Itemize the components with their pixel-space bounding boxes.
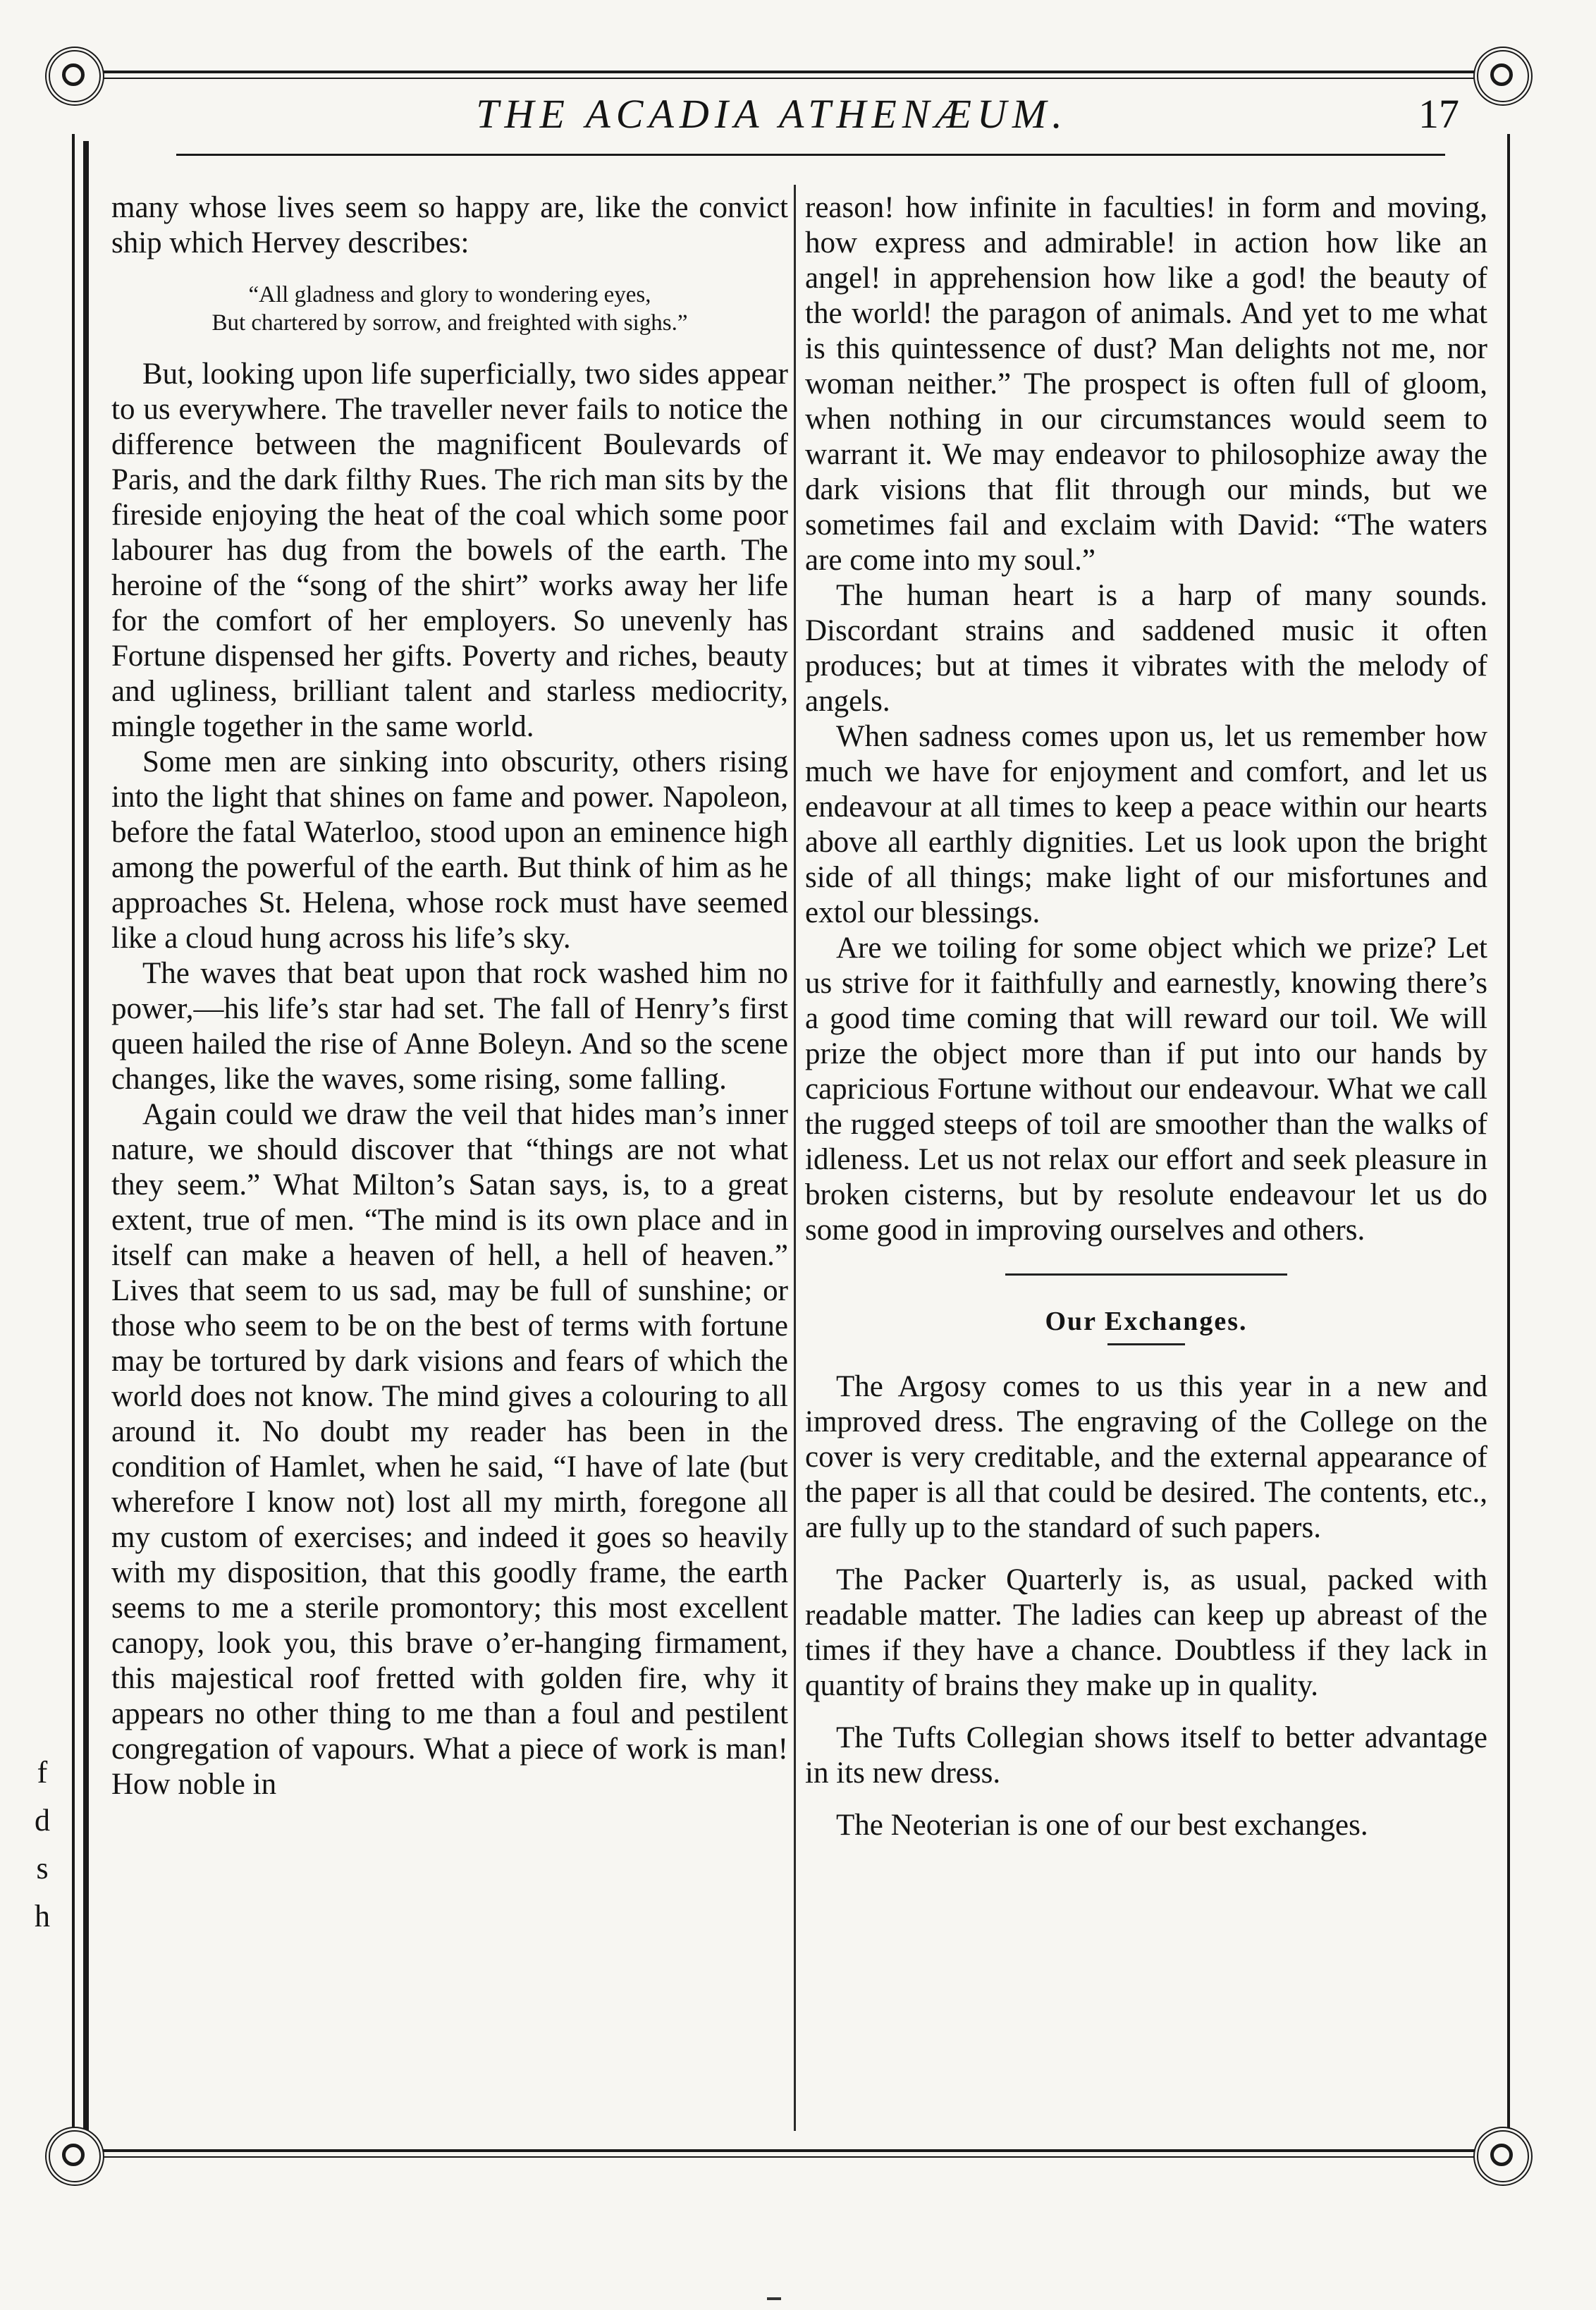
running-head: [85, 90, 1459, 140]
paragraph: many whose lives seem so happy are, like the convict ship which Hervey describes:: [111, 191, 788, 259]
corner-ornament-bottom-left: [45, 2127, 104, 2186]
paragraph: Some men are sinking into obscurity, others rising into the light that shines on fame and power. Napoleon, before the fatal Waterloo, stood upon an eminence high among the powerful of the earth. But think of him as he approaches St. Helena, whose rock must have seemed like a cloud hung across his life’s sky.: [111, 745, 788, 955]
header-underline: [176, 154, 1445, 156]
margin-letter: d: [35, 1803, 50, 1838]
margin-letter: h: [35, 1899, 50, 1933]
section-subrule: [1107, 1343, 1185, 1345]
corner-ornament-top-right: [1473, 47, 1533, 106]
verse-line: “All gladness and glory to wondering eyes,: [248, 282, 651, 307]
column-divider: [794, 185, 796, 2131]
verse-line: But chartered by sorrow, and freighted with sighs.”: [211, 310, 688, 336]
top-rule-inner: [85, 78, 1480, 79]
paragraph: The Argosy comes to us this year in a new and improved dress. The engraving of the College on the cover is very creditable, and the external appearance of the paper is all that could be desired. The contents, etc., are fully up to the standard of such papers.: [805, 1370, 1487, 1544]
paragraph: The Tufts Collegian shows itself to better advantage in its new dress.: [805, 1721, 1487, 1790]
paragraph: The Neoterian is one of our best exchanges.: [836, 1809, 1368, 1842]
left-border-thick: [83, 141, 89, 2158]
left-column: [111, 190, 788, 1802]
paragraph: Again could we draw the veil that hides man’s inner nature, we should discover that “things are not what they seem.” What Milton’s Satan says, is, to a great extent, true of men. “The mind is its own place and in itself can make a heaven of hell, a hell of heaven.” Lives that seem to us sad, may be full of sunshine; or those who seem to be on the best of terms with fortune may be tortured by dark visions and fears of which the world does not know. The mind gives a colouring to all around it. No doubt my reader has been in the condition of Hamlet, when he said, “I have of late (but wherefore I know not) lost all my mirth, foregone all my custom of exercises; and indeed it goes so heavily with my disposition, that this goodly frame, the earth seems to me a sterile promontory; this most excellent canopy, look you, this brave o’er-hanging firmament, this majestical roof fretted with golden fire, why it appears no other thing to me than a foul and pestilent congregation of vapours. What a piece of work is man! How noble in: [111, 1098, 788, 1801]
paragraph: reason! how infinite in faculties! in form and moving, how express and admirable! in action how like an angel! in apprehension how like a god! the beauty of the world! the paragon of animals. And yet to me what is this quintessence of dust? Man delights not me, nor woman neither.” The prospect is often full of gloom, when nothing in our circumstances would seem to warrant it. We may endeavor to philosophize away the dark visions that flit through our minds, but we sometimes fail and exclaim with David: “The waters are come into my soul.”: [805, 191, 1487, 577]
page-number: 17: [1418, 91, 1459, 137]
paragraph: The waves that beat upon that rock washed him no power,—his life’s star had set. The fall of Henry’s first queen hailed the rise of Anne Boleyn. And so the scene changes, like the waves, some rising, some falling.: [111, 957, 788, 1096]
paragraph: When sadness comes upon us, let us remember how much we have for enjoyment and comfort, and let us endeavour at all times to keep a peace within our hearts above all earthly dignities. Let us look upon the bright side of all things; make light of our misfortunes and extol our blessings.: [805, 720, 1487, 929]
margin-letter: s: [36, 1851, 49, 1886]
right-column: [805, 190, 1487, 1843]
paragraph: Are we toiling for some object which we prize? Let us strive for it faithfully and earnestly, knowing there’s a good time coming that will reward our toil. We will prize the object more than if put into our hands by capricious Fortune without our endeavour. What we call the rugged steeps of toil are smoother than the walks of idleness. Let us not relax our effort and seek pleasure in broken cisterns, but by resolute endeavour let us do some good in improving ourselves and others.: [805, 931, 1487, 1247]
section-heading: Our Exchanges.: [1045, 1307, 1248, 1336]
left-border: [72, 134, 75, 2165]
corner-ornament-bottom-right: [1473, 2127, 1533, 2186]
verse-quote: [111, 281, 788, 337]
top-rule: [85, 71, 1480, 73]
right-border: [1507, 134, 1510, 2165]
bottom-rule: [85, 2149, 1480, 2152]
bottom-mark: [767, 2297, 781, 2300]
section-divider: [1005, 1273, 1287, 1276]
margin-fragment: [28, 1749, 56, 1941]
paragraph: The Packer Quarterly is, as usual, packed with readable matter. The ladies can keep up abreast of the times if they have a chance. Doubtless if they lack in quantity of brains they make up in quality.: [805, 1563, 1487, 1702]
margin-letter: f: [37, 1755, 48, 1790]
paragraph: But, looking upon life superficially, two sides appear to us everywhere. The traveller never fails to notice the difference between the magnificent Boulevards of Paris, and the dark filthy Rues. The rich man sits by the fireside enjoying the heat of the coal which some poor labourer has dug from the bowels of the earth. The heroine of the “song of the shirt” works away her life for the comfort of her employers. So unevenly has Fortune dispensed her gifts. Poverty and riches, beauty and ugliness, brilliant talent and starless mediocrity, mingle together in the same world.: [111, 358, 788, 743]
journal-title: THE ACADIA ATHENÆUM.: [476, 91, 1068, 137]
paragraph: The human heart is a harp of many sounds. Discordant strains and saddened music it often produces; but at times it vibrates with the melody of angels.: [805, 579, 1487, 718]
bottom-rule-inner: [85, 2156, 1480, 2158]
